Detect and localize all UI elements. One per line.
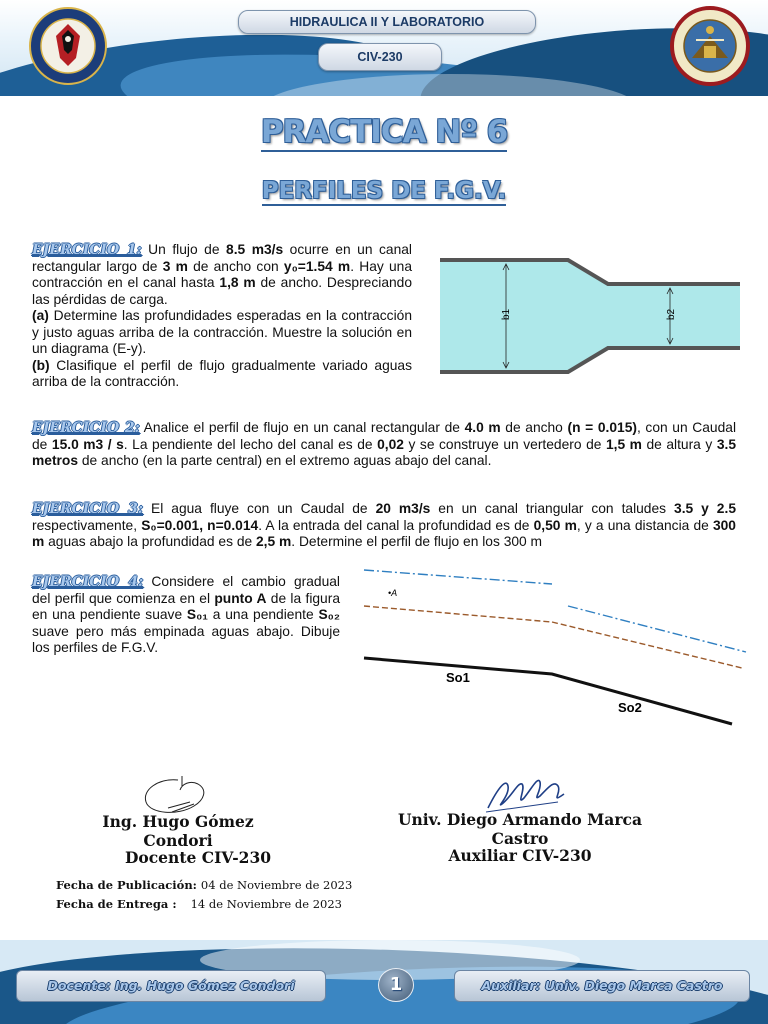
point-a-label: •A <box>388 588 398 598</box>
bold-text: 1,8 m <box>219 275 256 290</box>
course-code: CIV-230 <box>318 43 442 71</box>
footer-docente: Docente: Ing. Hugo Gómez Condori <box>16 970 326 1002</box>
bold-text: S₀₁ <box>186 607 209 622</box>
bold-text: 3.5 y 2.5 <box>674 501 736 516</box>
delivery-date-label: Fecha de Entrega : <box>56 897 177 911</box>
slope-1-label: So1 <box>446 670 470 685</box>
text: suave pero más empinada aguas abajo. Dibuje los perfiles de F.G.V. <box>32 623 340 655</box>
exercise-label: EJERCICIO 4: <box>32 574 144 590</box>
bold-text: 4.0 m <box>464 420 501 435</box>
text: Determine las profundidades esperadas en la contracción y justo aguas arriba de la contracción. Muestre la solución en un diagrama (E-y). <box>32 308 412 356</box>
bold-text: 3.5 metros <box>32 436 737 468</box>
bold-text: 300 m <box>32 517 736 549</box>
bold-text: 15.0 m3 / s <box>51 436 124 452</box>
bold-text: y₀=1.54 m <box>283 258 351 274</box>
text: respectivamente, <box>32 517 142 533</box>
energy-line-downstream <box>568 606 746 652</box>
publication-date-label: Fecha de Publicación: <box>56 878 197 892</box>
bold-text: (b) <box>32 357 50 373</box>
bold-text: (a) <box>32 308 49 323</box>
auxiliar-role: Auxiliar CIV-230 <box>448 846 592 865</box>
text: El agua fluye con un Caudal de <box>143 501 376 516</box>
footer-auxiliar: Auxiliar: Univ. Diego Marca Castro <box>454 970 750 1002</box>
text: . A la entrada del canal la profundidad es de <box>258 517 534 533</box>
exercise-1 <box>32 242 412 391</box>
text: ocurre en un canal rectangular largo de <box>32 242 412 274</box>
water-surface-downstream <box>552 622 742 668</box>
bold-text: 0,02 <box>377 436 404 452</box>
exercise-2 <box>32 420 736 470</box>
course-title: HIDRAULICA II Y LABORATORIO <box>238 10 536 34</box>
text: de altura y <box>641 436 717 452</box>
subtitle-text: PERFILES DE F.G.V. <box>261 178 507 204</box>
text: a una pendiente <box>208 607 319 622</box>
text: y se construye un vertedero de <box>403 436 606 452</box>
dates-block <box>56 876 352 914</box>
bold-text: (n = 0.015) <box>567 420 637 435</box>
text: de ancho (en la parte central) en el extremo aguas abajo del canal. <box>78 453 492 468</box>
text: de ancho <box>500 420 568 435</box>
text: Analice el perfil de flujo en un canal rectangular de <box>139 420 465 435</box>
slope-change-figure <box>362 560 752 736</box>
title-text: PRACTICA Nº 6 <box>260 114 508 150</box>
bold-text: 2,5 m <box>256 534 292 549</box>
text: de la figura en una pendiente suave <box>32 590 340 622</box>
bold-text: 3 m <box>162 258 188 274</box>
bold-text: 20 m3/s <box>375 501 431 516</box>
text: . Determine el perfil de flujo en los 300 m <box>291 534 543 549</box>
publication-date-value: 04 de Noviembre de 2023 <box>200 878 353 892</box>
text: . Hay una contracción en el canal hasta <box>32 258 413 290</box>
text: de ancho. Despreciando las pérdidas de carga. <box>32 275 413 307</box>
label-b1: b1 <box>501 308 512 320</box>
publication-date-row <box>56 876 352 895</box>
exercise-4 <box>32 574 340 657</box>
exercise-3 <box>32 501 736 551</box>
exercise-label: EJERCICIO 2: <box>32 420 140 436</box>
text: Clasifique el perfil de flujo gradualmente variado aguas arriba de la contracción. <box>32 357 412 389</box>
page-subtitle <box>0 178 768 204</box>
text: . La pendiente del lecho del canal es de <box>123 436 378 452</box>
channel-bed <box>364 658 732 724</box>
delivery-date-value: 14 de Noviembre de 2023 <box>190 897 342 911</box>
bold-text: 8.5 m3/s <box>226 242 284 257</box>
bold-text: S₀₂ <box>318 607 340 622</box>
text: aguas abajo la profundidad es de <box>44 534 256 549</box>
page-number: 1 <box>378 968 414 1002</box>
docente-name: Ing. Hugo Gómez Condori <box>102 812 254 850</box>
slope-2-label: So2 <box>618 700 642 715</box>
bold-text: 1,5 m <box>605 436 642 452</box>
bold-text: S₀=0.001, n=0.014 <box>141 517 259 533</box>
label-b2: b2 <box>666 308 677 320</box>
exercise-label: EJERCICIO 3: <box>32 501 144 517</box>
docente-role: Docente CIV-230 <box>124 848 272 867</box>
bold-text: 0,50 m <box>533 517 577 533</box>
text: , con un Caudal de <box>32 420 737 452</box>
faculty-logo-icon <box>670 6 750 86</box>
exercise-label: EJERCICIO 1: <box>32 242 142 258</box>
university-logo-icon <box>28 6 108 86</box>
water-surface-upstream <box>364 606 552 622</box>
page-title <box>0 114 768 150</box>
energy-line-upstream <box>364 570 552 584</box>
auxiliar-name: Univ. Diego Armando Marca Castro <box>397 810 642 848</box>
bold-text: punto A <box>214 590 267 606</box>
text: de ancho con <box>187 258 284 274</box>
text: Considere el cambio gradual del perfil que comienza en el <box>32 574 340 606</box>
channel-contraction-figure <box>438 248 742 380</box>
delivery-date-row <box>56 895 352 914</box>
text: , y a una distancia de <box>576 517 713 533</box>
text: en un canal triangular con taludes <box>430 501 675 516</box>
channel-water <box>440 262 740 370</box>
text: Un flujo de <box>141 242 227 257</box>
